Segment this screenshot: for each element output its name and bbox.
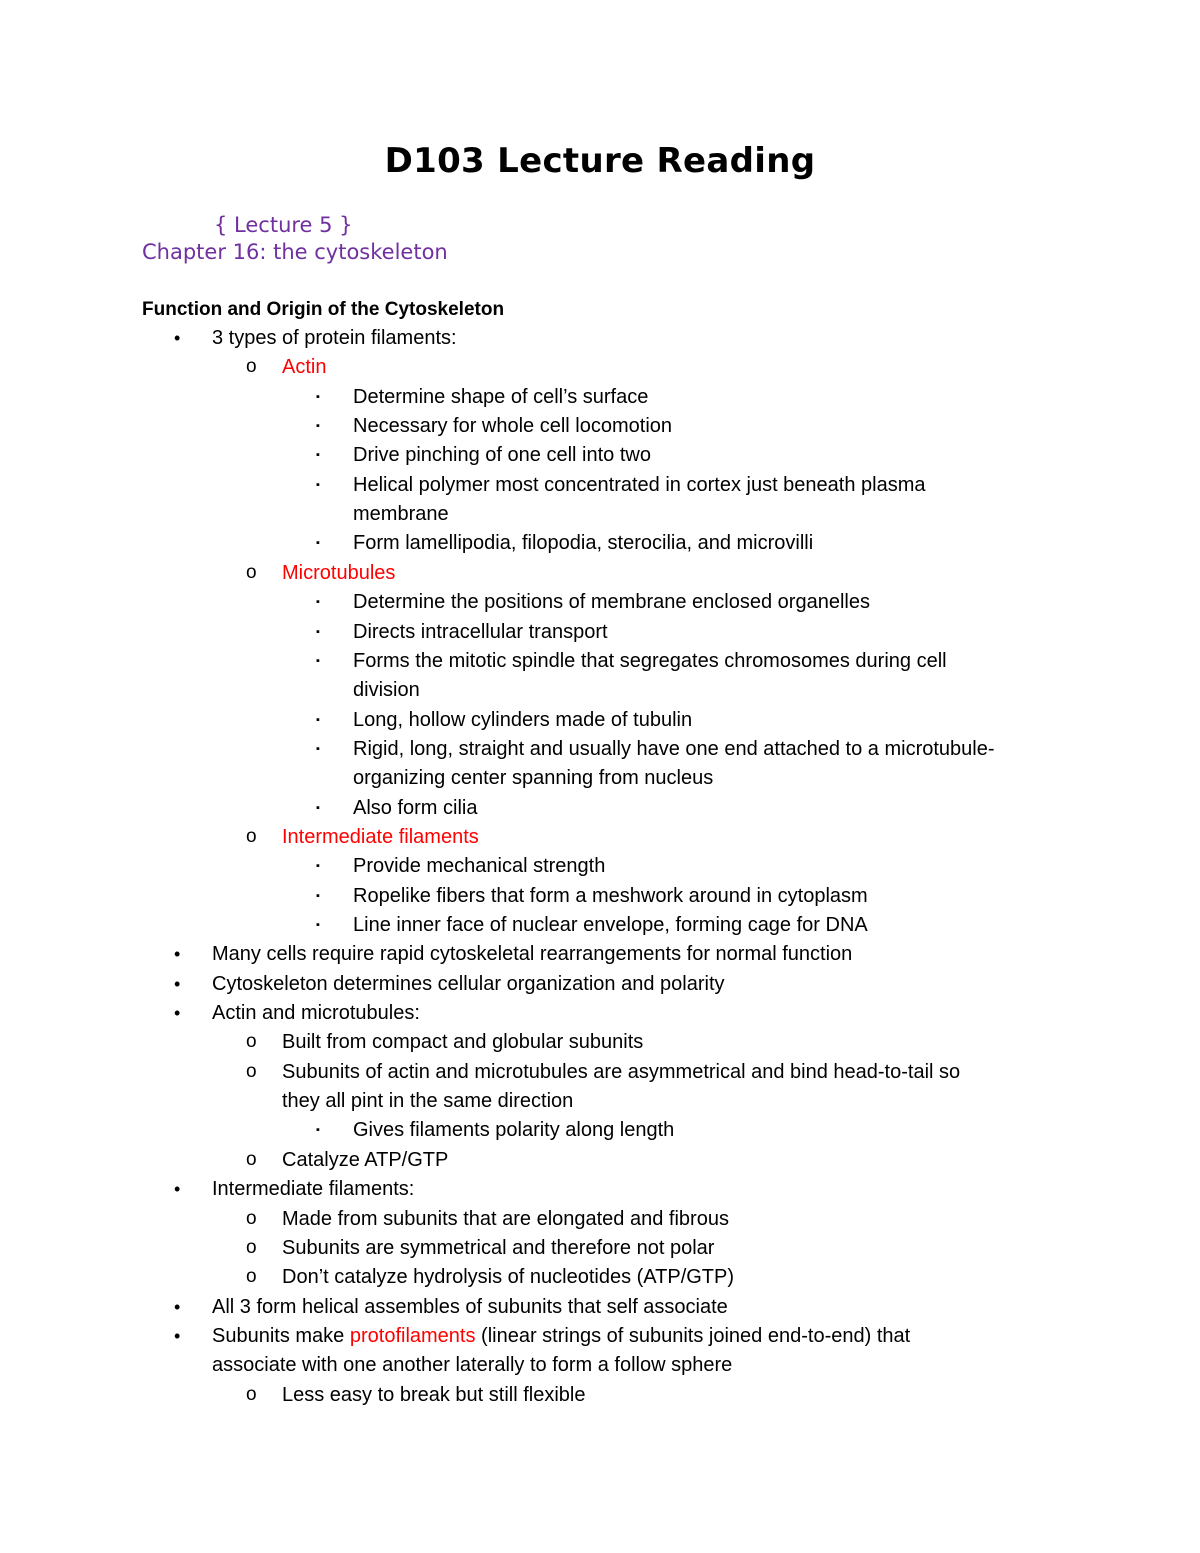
circle-marker: o bbox=[246, 562, 257, 583]
outline-item-level-1 bbox=[212, 324, 457, 352]
outline-item-text: Intermediate filaments bbox=[282, 826, 479, 848]
outline-item-text: Determine the positions of membrane enclosed organelles bbox=[353, 591, 870, 613]
document-title: D103 Lecture Reading bbox=[384, 141, 816, 181]
outline-item-level-2 bbox=[282, 1381, 586, 1409]
outline-item-text: Necessary for whole cell locomotion bbox=[353, 415, 673, 437]
outline-item-text: Long, hollow cylinders made of tubulin bbox=[353, 709, 693, 731]
outline-item-text: Less easy to break but still flexible bbox=[282, 1384, 586, 1406]
outline-item-text: organizing center spanning from nucleus bbox=[353, 767, 714, 789]
bullet-marker: • bbox=[174, 974, 181, 994]
outline-item-text: Subunits make bbox=[212, 1325, 350, 1347]
outline-item-level-3 bbox=[353, 529, 813, 557]
chapter-title: Chapter 16: the cytoskeleton bbox=[142, 240, 448, 264]
square-marker: ▪ bbox=[316, 537, 320, 549]
outline-item-level-3 bbox=[353, 882, 868, 910]
outline-item-text: Catalyze ATP/GTP bbox=[282, 1149, 449, 1171]
outline-item-level-1 bbox=[212, 1293, 728, 1321]
outline-item-text: Directs intracellular transport bbox=[353, 621, 608, 643]
outline-item-level-3 bbox=[353, 852, 605, 880]
circle-marker: o bbox=[246, 826, 257, 847]
circle-marker: o bbox=[246, 356, 257, 377]
outline-item-text-continued: (linear strings of subunits joined end-to-end) that bbox=[475, 1325, 911, 1347]
outline-item-level-3 bbox=[353, 618, 608, 646]
outline-item-level-3 bbox=[353, 764, 713, 792]
outline-item-text: Helical polymer most concentrated in cortex just beneath plasma bbox=[353, 474, 926, 496]
bullet-marker: • bbox=[174, 1297, 181, 1317]
square-marker: ▪ bbox=[316, 890, 320, 902]
outline-item-text: Built from compact and globular subunits bbox=[282, 1031, 644, 1053]
circle-marker: o bbox=[246, 1061, 257, 1082]
outline-item-text: Rigid, long, straight and usually have one end attached to a microtubule- bbox=[353, 738, 995, 760]
bullet-marker: • bbox=[174, 328, 181, 348]
outline-item-level-2 bbox=[282, 1087, 573, 1115]
outline-item-text: Don’t catalyze hydrolysis of nucleotides (ATP/GTP) bbox=[282, 1266, 735, 1288]
outline-item-text: Many cells require rapid cytoskeletal rearrangements for normal function bbox=[212, 943, 853, 965]
highlighted-term: protofilaments bbox=[349, 1325, 476, 1347]
outline-item-level-3 bbox=[353, 647, 947, 675]
circle-marker: o bbox=[246, 1384, 257, 1405]
outline-item-level-2 bbox=[282, 1146, 448, 1174]
section-heading: Function and Origin of the Cytoskeleton bbox=[142, 299, 505, 320]
outline-item-level-3 bbox=[353, 588, 870, 616]
circle-marker: o bbox=[246, 1266, 257, 1287]
square-marker: ▪ bbox=[316, 802, 320, 814]
outline-item-text: Cytoskeleton determines cellular organization and polarity bbox=[212, 973, 725, 995]
outline-item-text: Made from subunits that are elongated and fibrous bbox=[282, 1208, 729, 1230]
outline-item-level-3 bbox=[353, 911, 868, 939]
outline-item-level-2 bbox=[282, 823, 479, 851]
outline-item-text: Ropelike fibers that form a meshwork around in cytoplasm bbox=[353, 885, 868, 907]
outline-item-level-3 bbox=[353, 676, 420, 704]
outline-item-text: Line inner face of nuclear envelope, forming cage for DNA bbox=[353, 914, 868, 936]
outline-item-level-3 bbox=[353, 441, 651, 469]
outline-item-level-2 bbox=[282, 1058, 960, 1086]
outline-item-text: Intermediate filaments: bbox=[212, 1178, 415, 1200]
square-marker: ▪ bbox=[316, 596, 320, 608]
outline-item-text: Microtubules bbox=[282, 562, 396, 584]
outline-item-text: Drive pinching of one cell into two bbox=[353, 444, 651, 466]
square-marker: ▪ bbox=[316, 1124, 320, 1136]
outline-item-text: 3 types of protein filaments: bbox=[212, 327, 457, 349]
outline-item-level-2 bbox=[282, 353, 326, 381]
outline-item-text: Subunits are symmetrical and therefore not polar bbox=[282, 1237, 715, 1259]
outline-item-level-2 bbox=[282, 1263, 734, 1291]
outline-item-text: All 3 form helical assembles of subunits that self associate bbox=[212, 1296, 728, 1318]
outline-item-text: Actin bbox=[282, 356, 327, 378]
outline-item-level-3 bbox=[353, 412, 672, 440]
square-marker: ▪ bbox=[316, 626, 320, 638]
square-marker: ▪ bbox=[316, 449, 320, 461]
outline-item-level-3 bbox=[353, 735, 995, 763]
outline-item-text: Actin and microtubules: bbox=[212, 1002, 420, 1024]
square-marker: ▪ bbox=[316, 479, 320, 491]
circle-marker: o bbox=[246, 1208, 257, 1229]
outline-item-level-1 bbox=[212, 970, 725, 998]
outline-item-level-3 bbox=[353, 471, 926, 499]
outline-item-level-3 bbox=[353, 1116, 674, 1144]
outline-item-level-1 bbox=[212, 1175, 414, 1203]
lecture-label: { Lecture 5 } bbox=[214, 213, 353, 237]
outline-item-level-3 bbox=[353, 500, 449, 528]
outline-item-text: Provide mechanical strength bbox=[353, 855, 606, 877]
square-marker: ▪ bbox=[316, 743, 320, 755]
outline-item-level-3 bbox=[353, 706, 692, 734]
bullet-marker: • bbox=[174, 944, 181, 964]
outline-item-level-1 bbox=[212, 940, 852, 968]
outline-item-text: Form lamellipodia, filopodia, sterocilia, and microvilli bbox=[353, 532, 814, 554]
outline-item-level-3 bbox=[353, 383, 648, 411]
bullet-marker: • bbox=[174, 1003, 181, 1023]
outline-item-level-1 bbox=[212, 1322, 910, 1350]
outline-item-level-2 bbox=[282, 1234, 714, 1262]
outline-item-level-1 bbox=[212, 999, 420, 1027]
bullet-marker: • bbox=[174, 1179, 181, 1199]
outline-item-text: Determine shape of cell’s surface bbox=[353, 386, 649, 408]
square-marker: ▪ bbox=[316, 655, 320, 667]
circle-marker: o bbox=[246, 1237, 257, 1258]
circle-marker: o bbox=[246, 1149, 257, 1170]
outline-item-text: Subunits of actin and microtubules are asymmetrical and bind head-to-tail so bbox=[282, 1061, 961, 1083]
outline-item-text: Also form cilia bbox=[353, 797, 478, 819]
outline-item-level-3 bbox=[353, 794, 477, 822]
bullet-marker: • bbox=[174, 1326, 181, 1346]
outline-item-level-2 bbox=[282, 559, 395, 587]
outline-item-text: they all pint in the same direction bbox=[282, 1090, 574, 1112]
outline-item-level-1 bbox=[212, 1351, 732, 1379]
outline-item-text: Gives filaments polarity along length bbox=[353, 1119, 675, 1141]
outline-item-text: associate with one another laterally to form a follow sphere bbox=[212, 1354, 733, 1376]
square-marker: ▪ bbox=[316, 714, 320, 726]
outline-item-text: Forms the mitotic spindle that segregates chromosomes during cell bbox=[353, 650, 947, 672]
square-marker: ▪ bbox=[316, 860, 320, 872]
outline-item-text: membrane bbox=[353, 503, 449, 525]
outline-item-level-2 bbox=[282, 1205, 729, 1233]
outline-item-text: division bbox=[353, 679, 420, 701]
square-marker: ▪ bbox=[316, 391, 320, 403]
circle-marker: o bbox=[246, 1031, 257, 1052]
square-marker: ▪ bbox=[316, 919, 320, 931]
outline-item-level-2 bbox=[282, 1028, 643, 1056]
square-marker: ▪ bbox=[316, 420, 320, 432]
